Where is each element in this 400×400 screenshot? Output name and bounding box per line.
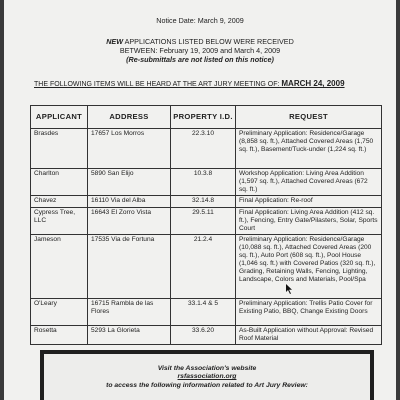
cell-applicant: Chavez xyxy=(31,196,88,208)
cell-applicant: Cypress Tree, LLC xyxy=(31,208,88,235)
meeting-date: MARCH 24, 2009 xyxy=(281,79,345,88)
header-request: REQUEST xyxy=(236,106,382,129)
received-between: BETWEEN: February 19, 2009 and March 4, 2009 xyxy=(119,46,281,55)
resubmittal-note: (Re-submittals are not listed on this notice) xyxy=(126,55,274,64)
cell-request: Preliminary Application: Trellis Patio Cover for Existing Patio, BBQ, Change Existing Doors xyxy=(236,299,382,326)
cell-address: 17535 Via de Fortuna xyxy=(88,235,171,299)
cell-request: Final Application: Living Area Addition (412 sq. ft.), Fencing, Entry Gate/Pilasters, Solar, Sports Court xyxy=(236,208,382,235)
table-row xyxy=(31,299,382,326)
header-applicant: APPLICANT xyxy=(31,106,88,129)
header-address: ADDRESS xyxy=(88,106,171,129)
table-header-row xyxy=(31,106,382,129)
notice-page xyxy=(4,0,396,400)
website-info-box xyxy=(40,350,374,400)
received-header xyxy=(4,37,396,64)
meeting-heading xyxy=(34,79,394,88)
cell-address: 16110 Via del Alba xyxy=(88,196,171,208)
received-line: APPLICATIONS LISTED BELOW WERE RECEIVED xyxy=(122,37,294,46)
cell-applicant: Charlton xyxy=(31,169,88,196)
cell-address: 5890 San Elijo xyxy=(88,169,171,196)
cell-property-id: 32.14.8 xyxy=(171,196,236,208)
table-row xyxy=(31,235,382,299)
applications-table xyxy=(30,105,382,345)
website-info-line: to access the following information related to Art Jury Review: xyxy=(106,381,308,389)
cell-applicant: O'Leary xyxy=(31,299,88,326)
header-property-id: PROPERTY I.D. xyxy=(171,106,236,129)
website-line: Visit the Association's website xyxy=(157,365,257,372)
cell-address: 16643 El Zorro Vista xyxy=(88,208,171,235)
cell-property-id: 33.6.20 xyxy=(171,326,236,345)
cell-property-id: 22.3.10 xyxy=(171,129,236,169)
mouse-pointer-icon xyxy=(286,284,294,294)
table-row xyxy=(31,326,382,345)
table-row xyxy=(31,196,382,208)
cell-property-id: 10.3.8 xyxy=(171,169,236,196)
notice-date: Notice Date: March 9, 2009 xyxy=(156,16,244,25)
website-link[interactable]: rsfassociation.org xyxy=(177,373,237,381)
cell-request: Preliminary Application: Residence/Garage (10,088 sq. ft.), Attached Covered Areas (200 sq. ft.), Auto Port (608 sq. ft.), Pool House (1,046 sq. ft.) with Covered Patios (320 sq. ft.), Grading, Retaining Walls, Fencing, Lighting, Landscape, Colors and Materials, Pool/Spa xyxy=(236,235,382,299)
cell-address: 5293 La Glorieta xyxy=(88,326,171,345)
meeting-heading-text: THE FOLLOWING ITEMS WILL BE HEARD AT THE ART JURY MEETING OF: xyxy=(34,81,280,88)
cell-applicant: Rosetta xyxy=(31,326,88,345)
cell-applicant: Brasdes xyxy=(31,129,88,169)
cell-request: As-Built Application without Approval: Revised Roof Material xyxy=(236,326,382,345)
cell-address: 16715 Rambla de las Flores xyxy=(88,299,171,326)
cell-request: Final Application: Re-roof xyxy=(236,196,382,208)
table-row xyxy=(31,169,382,196)
table-row xyxy=(31,208,382,235)
cell-request: Preliminary Application: Residence/Garage (8,858 sq. ft.), Attached Covered Areas (1,750 sq. ft.), Basement/Tuck-under (1,224 sq. ft.) xyxy=(236,129,382,169)
cell-property-id: 21.2.4 xyxy=(171,235,236,299)
cell-property-id: 33.1.4 & 5 xyxy=(171,299,236,326)
cell-request: Workshop Application: Living Area Addition (1,597 sq. ft.), Attached Covered Areas (672 sq. ft.) xyxy=(236,169,382,196)
cell-applicant: Jameson xyxy=(31,235,88,299)
table-row xyxy=(31,129,382,169)
cell-address: 17657 Los Morros xyxy=(88,129,171,169)
cell-property-id: 29.5.11 xyxy=(171,208,236,235)
new-label: NEW xyxy=(106,37,123,46)
